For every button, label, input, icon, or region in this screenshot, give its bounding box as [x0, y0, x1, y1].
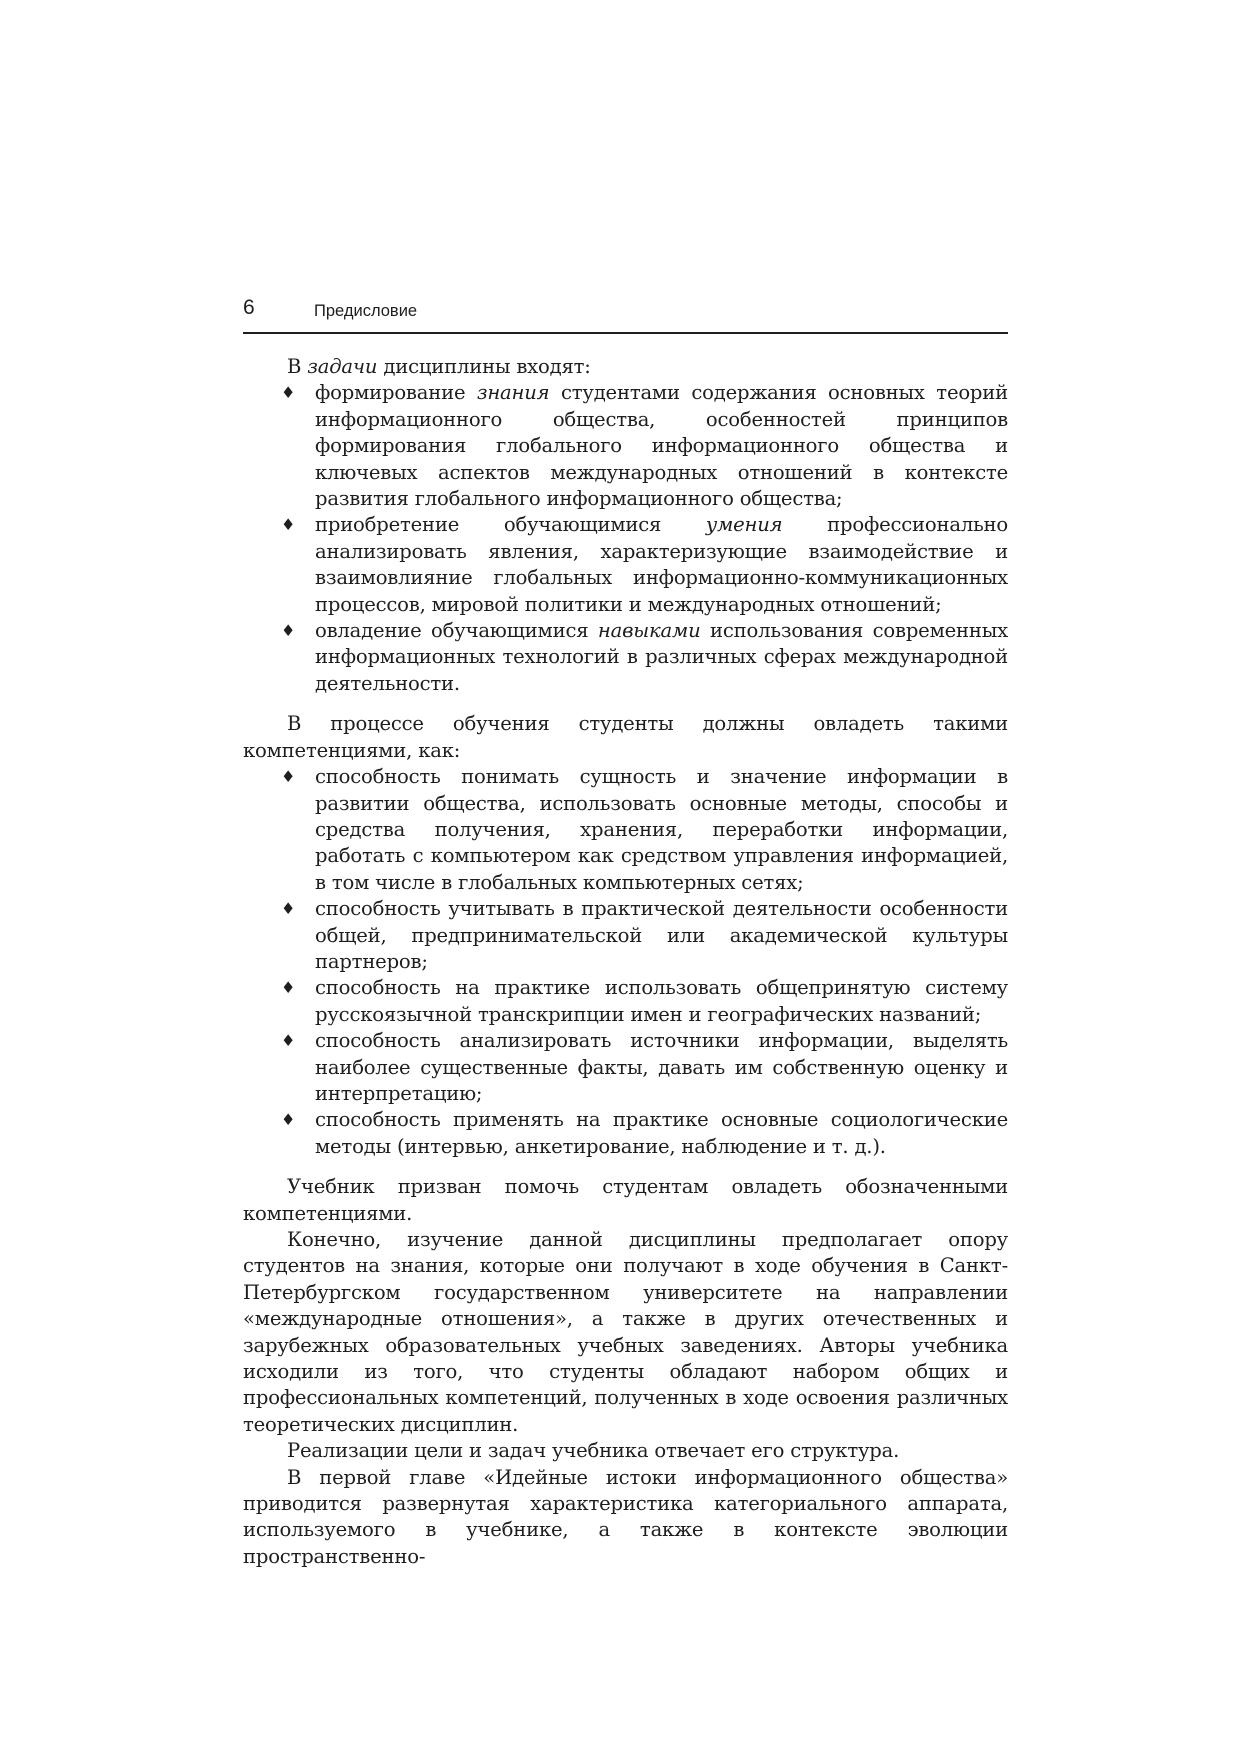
emphasis-word: знания: [476, 381, 550, 405]
emphasis-word: умения: [705, 513, 783, 537]
bullet-icon: ♦: [281, 767, 296, 787]
list-item: ♦ способность анализировать источники информации, выделять наиболее существенные факты, давать им собственную оценку и интерпретацию;: [281, 1029, 1008, 1105]
bullet-icon: ♦: [281, 978, 296, 998]
list-item: ♦ способность учитывать в практической деятельности особенности общей, предпринимательской или академической культуры партнеров;: [281, 897, 1008, 973]
list-item: ♦ формирование знания студентами содержания основных теорий информационного общества, особенностей принципов формирования глобального информационного общества и ключевых аспектов международных отношений в контексте развития глобального информационного общества;: [281, 381, 1008, 511]
list-item: ♦ способность применять на практике основные социологические методы (интервью, анкетирование, наблюдение и т. д.).: [281, 1108, 1008, 1158]
bullet-icon: ♦: [281, 621, 296, 641]
page-header: [243, 296, 1008, 334]
body-paragraph: В первой главе «Идейные истоки информационного общества» приводится развернутая характеристика категориального аппарата, используемого в учебнике, а также в контексте эволюции пространственно-: [243, 1465, 1008, 1568]
list-item: ♦ способность на практике использовать общепринятую систему русскоязычной транскрипции имен и географических названий;: [281, 976, 1008, 1026]
competencies-list: [243, 764, 1008, 1160]
list-item: ♦ способность понимать сущность и значение информации в развитии общества, использовать основные методы, способы и средства получения, хранения, переработки информации, работать с компьютером как средством управления информацией, в том числе в глобальных компьютерных сетях;: [281, 765, 1008, 894]
tasks-intro: В задачи дисциплины входят:: [287, 355, 591, 378]
page-number: 6: [243, 296, 255, 319]
emphasis-word: навыками: [597, 619, 701, 643]
body-paragraph: Учебник призван помочь студентам овладеть обозначенными компетенциями.: [243, 1175, 1008, 1225]
bullet-icon: ♦: [281, 383, 296, 403]
bullet-icon: ♦: [281, 1110, 296, 1130]
bullet-icon: ♦: [281, 515, 296, 535]
bullet-icon: ♦: [281, 899, 296, 919]
running-title: Предисловие: [314, 302, 418, 320]
list-item: ♦ приобретение обучающимися умения профессионально анализировать явления, характеризующие взаимодействие и взаимовлияние глобальных информационно-коммуникационных процессов, мировой политики и международных отношений;: [281, 513, 1009, 616]
tasks-list: [243, 380, 1008, 697]
bullet-icon: ♦: [281, 1031, 296, 1051]
competencies-intro: В процессе обучения студенты должны овладеть такими компетенциями, как:: [243, 712, 1008, 762]
page-content: [243, 354, 1008, 1570]
emphasis-word: задачи: [307, 355, 378, 378]
body-paragraph: Конечно, изучение данной дисциплины предполагает опору студентов на знания, которые они получают в ходе обучения в Санкт-Петербургском государственном университете на направлении «международные отношения», а также в других отечественных и зарубежных образовательных учебных заведениях. Авторы учебника исходили из того, что студенты обладают набором общих и профессиональных компетенций, полученных в ходе освоения различных теоретических дисциплин.: [243, 1228, 1008, 1436]
list-item: ♦ овладение обучающимися навыками использования современных информационных технологий в различных сферах международной деятельности.: [281, 619, 1008, 695]
body-paragraph: Реализации цели и задач учебника отвечает его структура.: [287, 1439, 900, 1463]
